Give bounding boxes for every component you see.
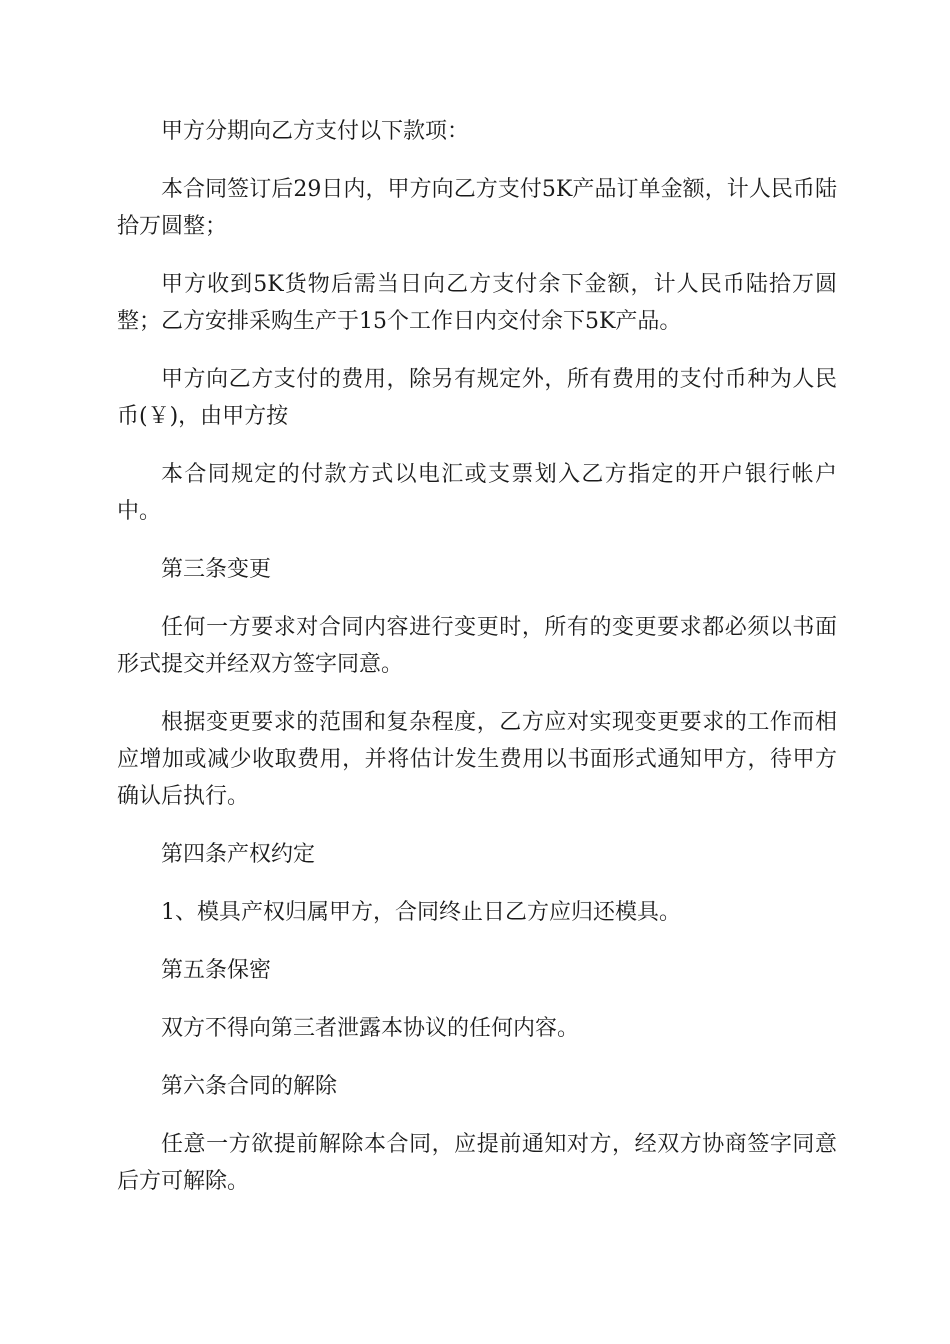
section-heading-changes: 第三条变更 (161, 557, 272, 582)
section-heading-property: 第四条产权约定 (161, 842, 316, 867)
paragraph-confidentiality: 双方不得向第三者泄露本协议的任何内容。 (161, 1016, 580, 1041)
paragraph-change-fees: 根据变更要求的范围和复杂程度，乙方应对实现变更要求的工作而相应增加或减少收取费用，并将估计发生费用以书面形式通知甲方，待甲方确认后执行。 (117, 710, 837, 809)
section-heading-confidentiality: 第五条保密 (161, 958, 272, 983)
document-body (117, 113, 837, 1221)
paragraph-mold-ownership: 1、模具产权归属甲方，合同终止日乙方应归还模具。 (161, 900, 681, 925)
paragraph-payment-intro: 甲方分期向乙方支付以下款项： (161, 119, 470, 144)
paragraph-termination: 任意一方欲提前解除本合同，应提前通知对方，经双方协商签字同意后方可解除。 (117, 1132, 837, 1194)
section-heading-termination: 第六条合同的解除 (161, 1074, 338, 1099)
paragraph-first-installment: 本合同签订后29日内，甲方向乙方支付5K产品订单金额，计人民币陆拾万圆整； (117, 177, 837, 239)
paragraph-second-installment: 甲方收到5K货物后需当日向乙方支付余下金额，计人民币陆拾万圆整；乙方安排采购生产于15个工作日内交付余下5K产品。 (117, 272, 837, 334)
paragraph-currency: 甲方向乙方支付的费用，除另有规定外，所有费用的支付币种为人民币(￥)，由甲方按 (117, 367, 837, 429)
paragraph-payment-method: 本合同规定的付款方式以电汇或支票划入乙方指定的开户银行帐户中。 (117, 462, 837, 524)
paragraph-change-request: 任何一方要求对合同内容进行变更时，所有的变更要求都必须以书面形式提交并经双方签字同意。 (117, 615, 837, 677)
